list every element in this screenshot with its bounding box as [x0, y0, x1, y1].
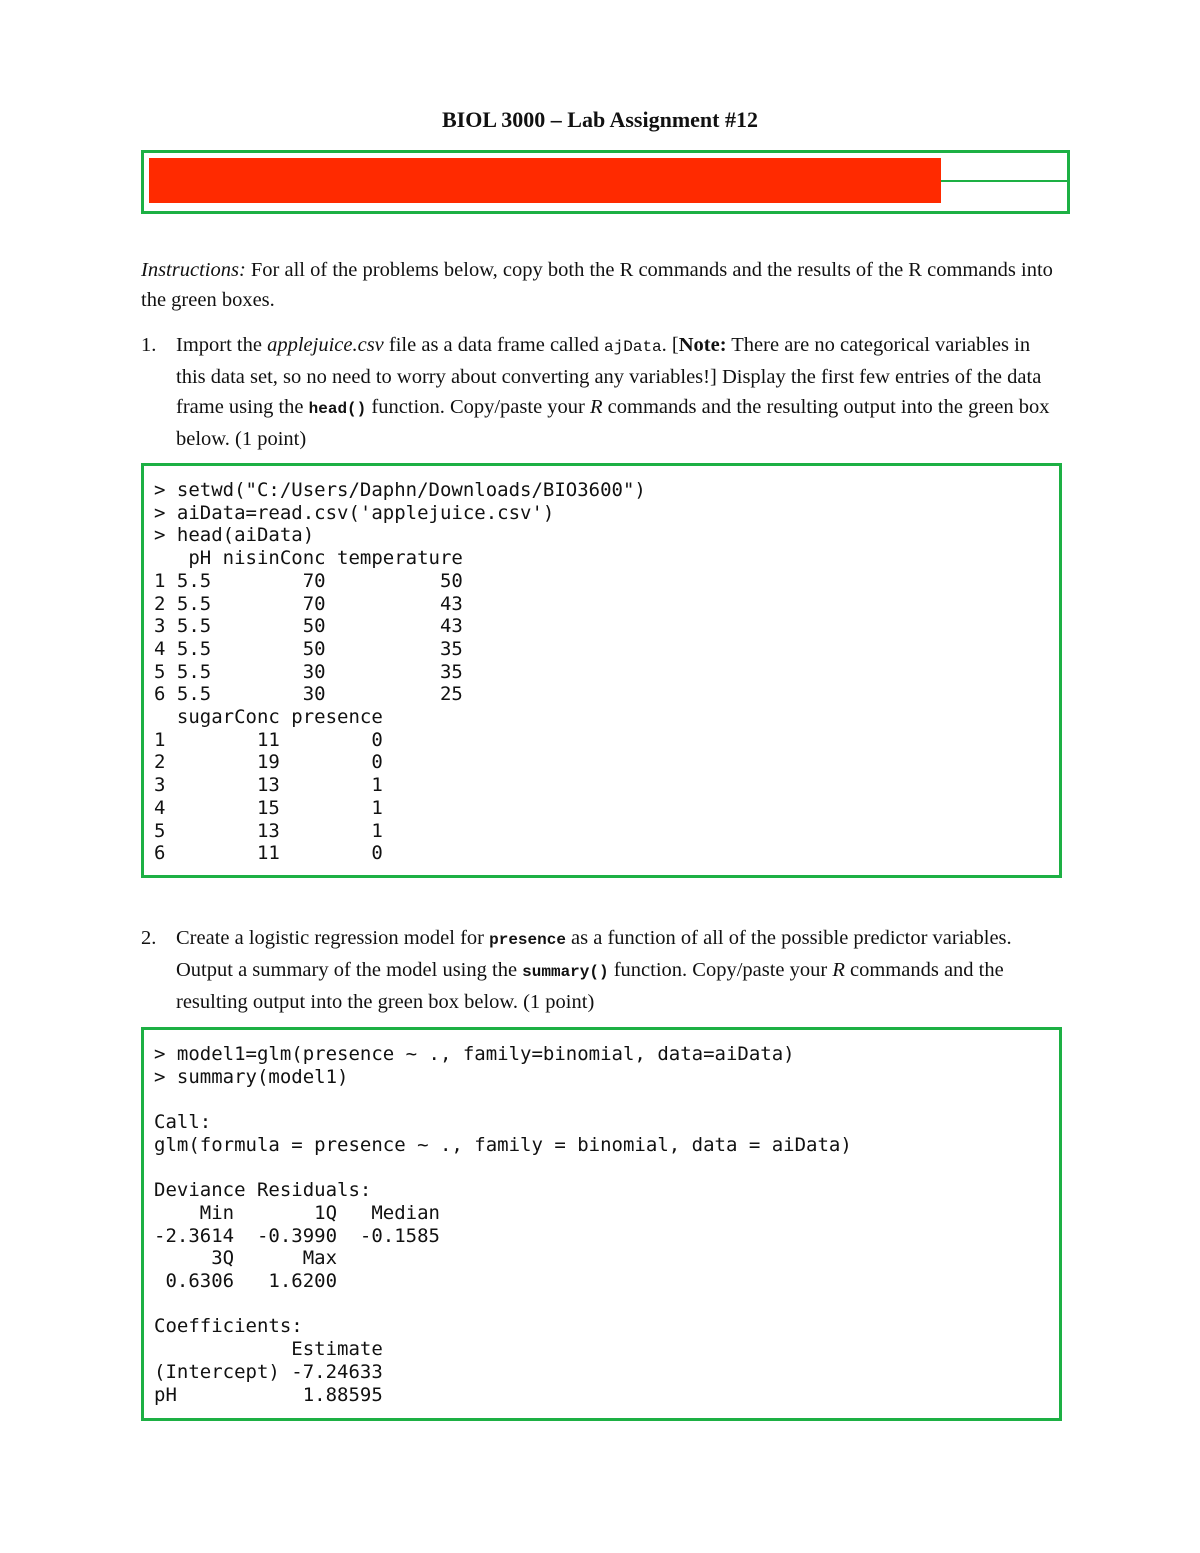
q1-text-i: function. Copy/paste your: [366, 396, 591, 418]
q1-text-g: There are no categorical variables in this data set, so no need to worry about converting any variables!] Display the first few entries of the data frame using the: [176, 334, 1042, 418]
name-box-divider: [941, 180, 1067, 182]
q1-filename: applejuice.csv: [267, 334, 384, 356]
q1-note-label: Note:: [678, 334, 727, 356]
q2-text-e: function. Copy/paste your: [608, 959, 833, 981]
answer-2-code: > model1=glm(presence ~ ., family=binomial, data=aiData) > summary(model1) Call: glm(formula = presence ~ ., family = binomial, data = aiData) Deviance Residuals: Min 1Q Median -2.3614 -0.3990 -0.1585 3Q Max 0.6306 1.6200 Coefficients: Estimate (Intercept) -7.24633 pH 1.88595: [154, 1043, 852, 1406]
q1-dataframe-name: ajData: [604, 338, 662, 356]
q1-head-function: head(): [308, 400, 367, 418]
q2-text-a: Create a logistic regression model for: [176, 927, 490, 949]
question-2-number: 2.: [141, 927, 157, 949]
question-2-text: [176, 923, 1056, 1017]
q1-r-label: R: [590, 396, 603, 418]
page-title: BIOL 3000 – Lab Assignment #12: [441, 107, 758, 132]
q2-presence-var: presence: [489, 931, 566, 949]
question-1-text: [176, 330, 1056, 454]
question-1-number: 1.: [141, 334, 157, 356]
answer-box-1: [141, 463, 1062, 878]
q2-r-label: R: [832, 959, 845, 981]
q1-text-e: . [: [661, 334, 679, 356]
redacted-name: [149, 158, 941, 203]
instructions-text: For all of the problems below, copy both the R commands and the results of the R commands into the green boxes.: [141, 259, 1053, 311]
q1-text-k: commands and the resulting output into the green box below. (1 point): [176, 396, 1050, 450]
q1-text-c: file as a data frame called: [383, 334, 605, 356]
answer-1-code: > setwd("C:/Users/Daphn/Downloads/BIO3600") > aiData=read.csv('applejuice.csv') > head(aiData) pH nisinConc temperature 1 5.5 70 50 2 5.5 70 43 3 5.5 50 43 4 5.5 50 35 5 5.5 30 35 6 5.5 30 25 sugarConc presence 1 11 0 2 19 0 3 13 1 4 15 1 5 13 1 6 11 0: [154, 479, 646, 865]
q2-summary-function: summary(): [522, 963, 609, 981]
q2-text-g: commands and the resulting output into the green box below. (1 point): [176, 959, 1004, 1013]
instructions-label: Instructions:: [141, 259, 246, 281]
instructions: [141, 256, 1056, 315]
q2-text-c: as a function of all of the possible predictor variables. Output a summary of the model using the: [176, 927, 1012, 981]
q1-text-a: Import the: [176, 334, 268, 356]
answer-box-2: [141, 1027, 1062, 1421]
student-name-box: [141, 150, 1070, 214]
